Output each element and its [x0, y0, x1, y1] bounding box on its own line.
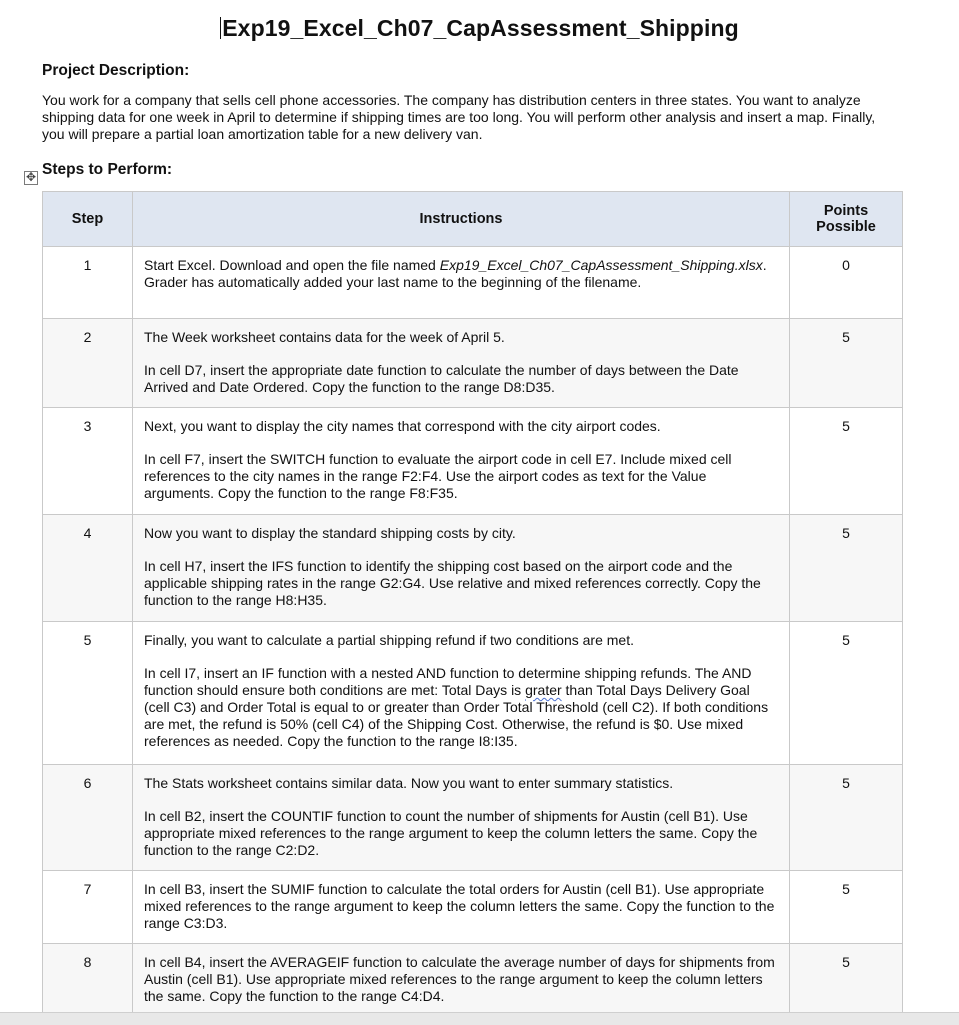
points-possible: 5 — [790, 765, 903, 871]
steps-table — [42, 191, 903, 1016]
step-number: 4 — [43, 515, 133, 622]
points-possible: 5 — [790, 408, 903, 515]
step-instructions — [133, 765, 790, 871]
step-number: 5 — [43, 622, 133, 765]
points-possible: 5 — [790, 944, 903, 1016]
filename-italic: Exp19_Excel_Ch07_CapAssessment_Shipping.xlsx — [439, 257, 763, 273]
step-instructions — [133, 515, 790, 622]
table-row — [43, 622, 903, 765]
instruction-text: Start Excel. Download and open the file named — [144, 257, 440, 273]
points-possible: 5 — [790, 622, 903, 765]
table-row — [43, 408, 903, 515]
instruction-text: In cell B2, insert the COUNTIF function to count the number of shipments for Austin (cell B1). Use appropriate mixed references to the range argument to keep the column letters the same. Copy the function to the range C2:D2. — [144, 808, 758, 858]
instruction-text: Finally, you want to calculate a partial shipping refund if two conditions are met. — [144, 632, 634, 648]
points-possible: 5 — [790, 515, 903, 622]
instruction-text: The Week worksheet contains data for the week of April 5. — [144, 329, 505, 345]
points-possible: 5 — [790, 319, 903, 408]
instruction-text: The Stats worksheet contains similar data. Now you want to enter summary statistics. — [144, 775, 674, 791]
instruction-text: Now you want to display the standard shipping costs by city. — [144, 525, 516, 541]
instruction-text: In cell B3, insert the SUMIF function to calculate the total orders for Austin (cell B1). Use appropriate mixed references to the range argument to keep the column letters the same. Copy the function to the range C3:D3. — [144, 881, 775, 931]
document-title-text: Exp19_Excel_Ch07_CapAssessment_Shipping — [222, 15, 739, 41]
points-possible: 0 — [790, 247, 903, 319]
step-number: 1 — [43, 247, 133, 319]
table-move-handle-icon[interactable]: ✥ — [25, 170, 37, 184]
column-header-points — [790, 192, 903, 247]
step-number: 3 — [43, 408, 133, 515]
table-row — [43, 944, 903, 1016]
points-possible: 5 — [790, 871, 903, 944]
instruction-text: In cell H7, insert the IFS function to identify the shipping cost based on the airport code and the applicable shipping rates in the range G2:G4. Use relative and mixed references correctly. Copy the function to the range H8:H35. — [144, 558, 761, 608]
steps-to-perform-heading: Steps to Perform: — [42, 161, 173, 178]
table-row — [43, 319, 903, 408]
table-row — [43, 515, 903, 622]
step-instructions — [133, 408, 790, 515]
project-description-text: You work for a company that sells cell phone accessories. The company has distribution centers in three states. You want to analyze shipping data for one week in April to determine if shipping times are too long. You will perform other analysis and insert a map. Finally, you will prepare a partial loan amortization table for a new delivery van. — [42, 92, 876, 142]
column-header-points-line1: Points — [823, 203, 869, 219]
instruction-text: than Total Days Delivery Goal (cell C3) and Order Total is equal to or greater than Order Total Threshold (cell C2). If both conditions are met, the refund is 50% (cell C4) of the Shipping Cost. Otherwise, the refund is $0. Use mixed references as needed. Copy the function to the range I8:I35. — [144, 682, 769, 749]
horizontal-scrollbar[interactable] — [0, 1012, 959, 1025]
instruction-text: In cell I7, insert an IF function with a nested AND function to determine shipping refunds. The AND function should ensure both conditions are met: Total Days is — [144, 665, 752, 698]
column-header-step: Step — [43, 192, 133, 247]
step-number: 6 — [43, 765, 133, 871]
step-instructions — [133, 871, 790, 944]
table-row — [43, 247, 903, 319]
steps-table-header-row — [43, 192, 903, 247]
step-number: 2 — [43, 319, 133, 408]
instruction-text: . Grader has automatically added your last name to the beginning of the filename. — [144, 257, 767, 290]
step-instructions — [133, 247, 790, 319]
instruction-text: Next, you want to display the city names that correspond with the city airport codes. — [144, 418, 661, 434]
step-instructions — [133, 319, 790, 408]
spelling-error-word[interactable]: grater — [525, 682, 562, 698]
step-number: 7 — [43, 871, 133, 944]
project-description-heading: Project Description: — [42, 62, 190, 79]
instruction-text: In cell F7, insert the SWITCH function to evaluate the airport code in cell E7. Include mixed cell references to the city names in the range F2:F4. Use the airport codes as text for the Value arguments. Copy the function to the range F8:F35. — [144, 451, 732, 501]
table-row — [43, 765, 903, 871]
step-number: 8 — [43, 944, 133, 1016]
document-title — [0, 15, 959, 42]
column-header-instructions: Instructions — [133, 192, 790, 247]
step-instructions — [133, 622, 790, 765]
instruction-text: In cell D7, insert the appropriate date function to calculate the number of days between the Date Arrived and Date Ordered. Copy the function to the range D8:D35. — [144, 362, 739, 395]
table-row — [43, 871, 903, 944]
step-instructions — [133, 944, 790, 1016]
column-header-points-line2: Possible — [816, 219, 876, 235]
instruction-text: In cell B4, insert the AVERAGEIF function to calculate the average number of days for shipments from Austin (cell B1). Use appropriate mixed references to the range argument to keep the column letters the same. Copy the function to the range C4:D4. — [144, 954, 775, 1004]
